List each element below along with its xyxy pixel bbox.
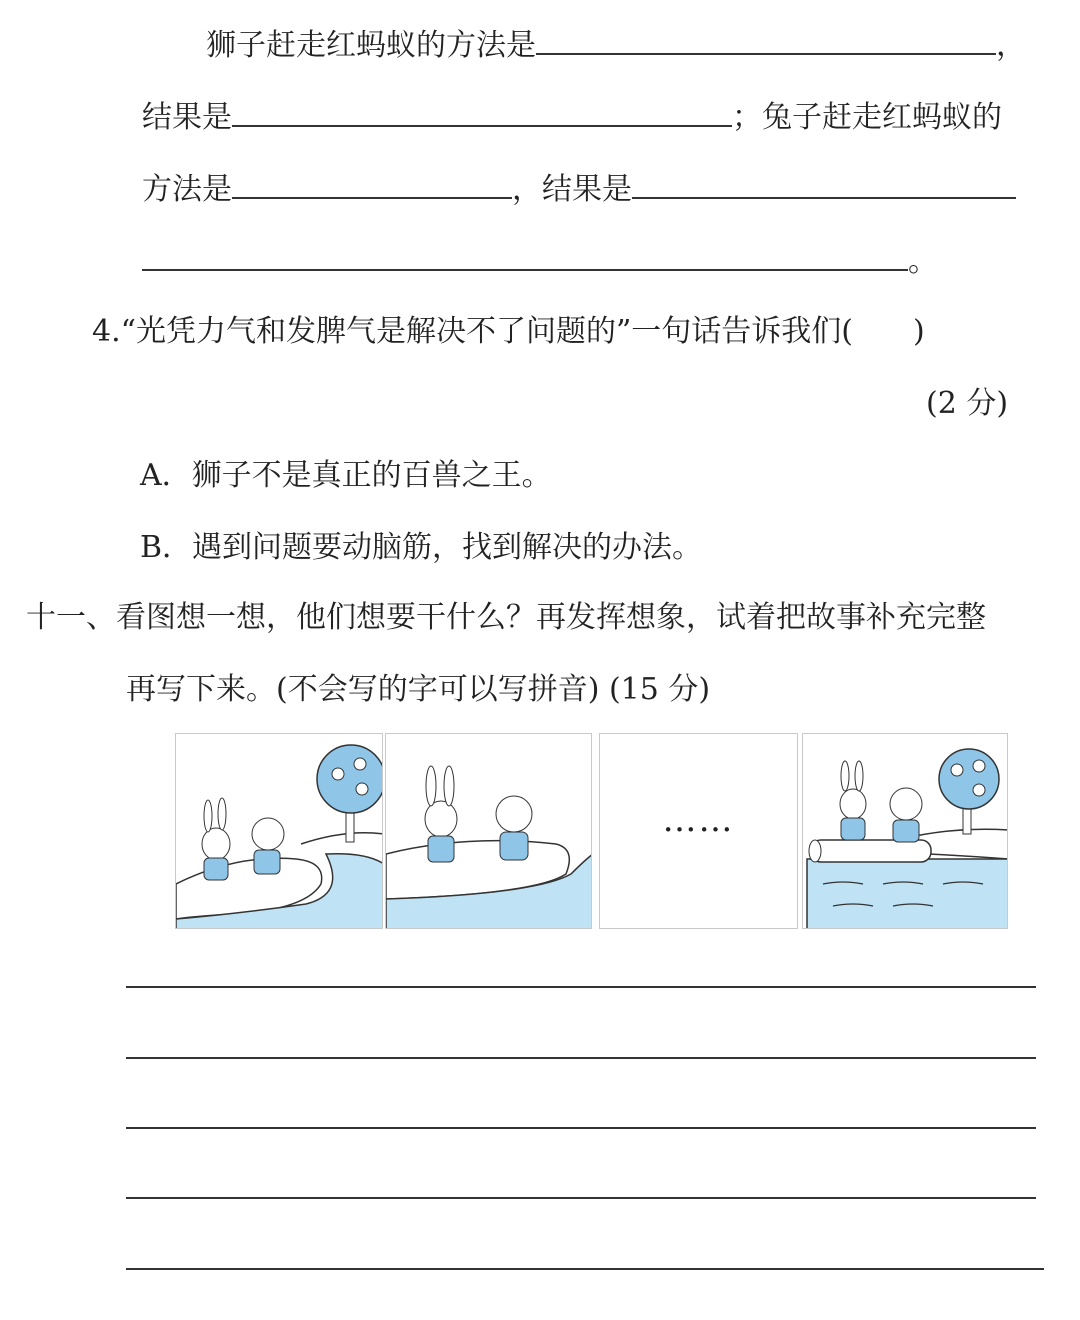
story-panel-2: [385, 733, 592, 929]
answer-blank-rabbit-result[interactable]: [632, 171, 1016, 199]
missing-panel-ellipsis: ……: [662, 800, 735, 840]
section11-title-line2: 再写下来。(不会写的字可以写拼音) (15 分): [126, 672, 711, 707]
q3-line3: [142, 170, 1016, 210]
answer-blank-lion-result[interactable]: [232, 99, 732, 127]
section11-title-line1: 十一、看图想一想，他们想要干什么？再发挥想象，试着把故事补充完整: [26, 600, 986, 635]
story-panel-3: [599, 733, 798, 929]
q3-line4: [142, 242, 938, 282]
answer-blank-rabbit-result-cont[interactable]: [142, 243, 908, 271]
q4-score: (2 分): [926, 386, 1009, 421]
q3-line2: [142, 98, 1002, 138]
writing-line-5[interactable]: [126, 1268, 1044, 1270]
answer-blank-lion-method[interactable]: [536, 27, 996, 55]
answer-blank-rabbit-method[interactable]: [232, 171, 512, 199]
story-panel-1: [175, 733, 383, 929]
rabbit-and-monkey-by-river-illustration: [176, 734, 383, 929]
q4-option-a[interactable]: A．狮子不是真正的百兽之王。: [140, 458, 552, 493]
q3-line1: [206, 26, 1026, 66]
q3-line4-suffix: 。: [908, 244, 938, 279]
writing-line-2[interactable]: [126, 1057, 1036, 1059]
q3-line1-prefix: 狮子赶走红蚂蚁的方法是: [206, 28, 536, 63]
writing-line-4[interactable]: [126, 1197, 1036, 1199]
q3-line2-prefix: 结果是: [142, 100, 232, 135]
q3-line3-mid: ，结果是: [512, 172, 632, 207]
writing-line-3[interactable]: [126, 1127, 1036, 1129]
q3-line1-suffix: ，: [996, 28, 1026, 63]
q4-stem: 4.“光凭力气和发脾气是解决不了问题的”一句话告诉我们( ): [92, 314, 925, 349]
q4-option-b[interactable]: B．遇到问题要动脑筋，找到解决的办法。: [140, 530, 703, 565]
story-panel-4: [802, 733, 1008, 929]
writing-line-1[interactable]: [126, 986, 1036, 988]
crossing-on-log-illustration: [803, 734, 1008, 929]
q3-line2-mid: ；兔子赶走红蚂蚁的: [732, 100, 1002, 135]
q3-line3-prefix: 方法是: [142, 172, 232, 207]
rabbit-and-monkey-thinking-illustration: [386, 734, 592, 929]
